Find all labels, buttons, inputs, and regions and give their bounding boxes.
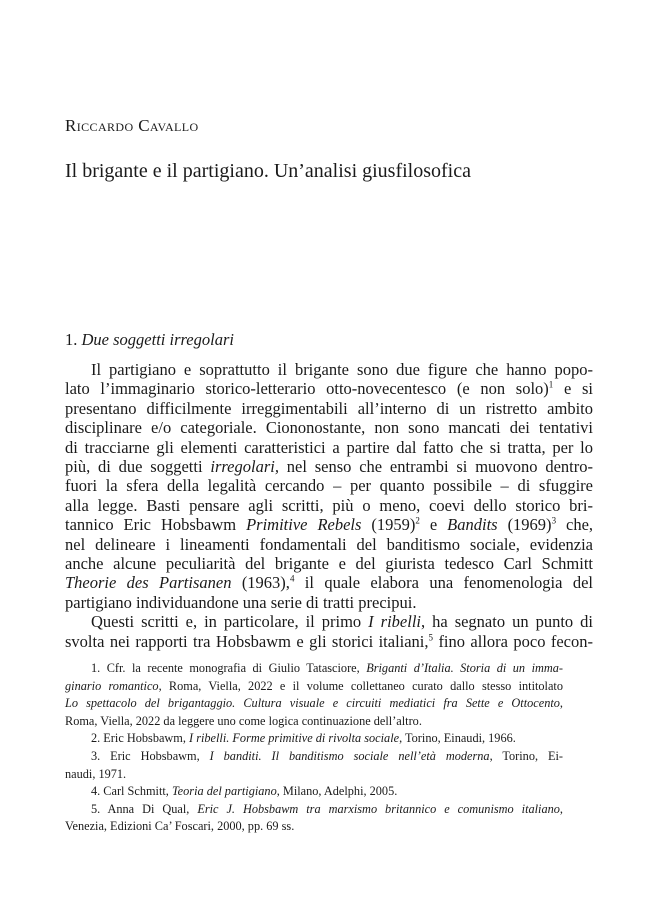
section-heading [65,330,234,350]
footnote-1: 1. Cfr. la recente monografia di Giulio Tatasciore, Briganti d’Italia. Storia di un imma- [91,661,563,675]
footnotes [65,660,563,836]
body-line: Theorie des Partisanen (1963),$^4$ il quale elabora una fenomenologia del [65,573,593,593]
body-text [65,360,593,651]
footnote-ref[interactable]: 2 [415,515,420,526]
section-title: Due soggetti irregolari [81,330,234,349]
body-line: anche alcune peculiarità del brigante e del giurista tedesco Carl Schmitt [65,554,593,574]
body-line: Il partigiano e soprattutto il brigante sono due figure che hanno popo- [91,360,593,379]
footnote-2: 2. Eric Hobsbawm, I ribelli. Forme primitive di rivolta sociale, Torino, Einaudi, 1966. [91,731,516,746]
body-line: svolta nei rapporti tra Hobsbawm e gli storici italiani,$^5$ fino allora poco fecon- [65,631,593,651]
footnote-3-cont: naudi, 1971. [65,766,127,781]
body-line: disciplinare e/o categoriale. Ciononostante, non sono mancati dei tentativi [65,418,593,438]
footnote-ref[interactable]: 1 [548,379,554,390]
body-line: di tracciarne gli elementi caratteristici a partire dal fatto che si tratta, per lo [65,437,593,457]
footnote-1-cont: ginario romantico, Roma, Viella, 2022 e il volume collettaneo curato dallo stesso intitolato [65,678,563,693]
author-name: Riccardo Cavallo [65,116,199,135]
footnote-ref[interactable]: 3 [551,515,557,526]
body-line: lato l’immaginario storico-letterario otto-novecentesco (e non solo)$^1$ e si [65,379,593,399]
section-number: 1. [65,330,78,349]
body-line: alla legge. Basti pensare agli scritti, più o meno, coevi dello storico bri- [65,495,593,515]
footnote-ref[interactable]: 5 [428,632,434,643]
body-line: tannico Eric Hobsbawm Primitive Rebels $(1959)^2$ e Bandits $(1969)^3$ che, [65,515,594,535]
footnote-4: 4. Carl Schmitt, Teoria del partigiano, Milano, Adelphi, 2005. [91,784,398,799]
footnote-3: 3. Eric Hobsbawm, I banditi. Il banditismo sociale nell’età moderna, Torino, Ei- [91,748,563,763]
body-line: fuori la sfera della legalità cercando – per quanto possibile – di sfuggire [65,476,593,496]
footnote-5: 5. Anna Di Qual, Eric J. Hobsbawm tra marxismo britannico e comunismo italiano, [91,801,563,816]
body-line: partigiano individuandone una serie di tratti precipui. [65,592,417,612]
body-line: nel delineare i lineamenti fondamentali del banditismo sociale, evidenzia [65,534,593,554]
footnote-1-cont: Lo spettacolo del brigantaggio. Cultura visuale e circuiti mediatici fra Sette e Ottocento, [65,696,563,711]
body-line: Questi scritti e, in particolare, il primo I ribelli, ha segnato un punto di [91,612,594,632]
footnote-5-cont: Venezia, Edizioni Ca’ Foscari, 2000, pp. 69 ss. [65,819,295,834]
body-line: presentano difficilmente irreggimentabili all’interno di un ristretto ambito [65,398,593,418]
footnote-ref[interactable]: 4 [289,573,295,584]
footnote-1-cont: Roma, Viella, 2022 da leggere uno come logica continuazione dell’altro. [65,713,422,728]
chapter-title: Il brigante e il partigiano. Un’analisi giusfilosofica [65,160,471,182]
body-line: più, di due soggetti irregolari, nel senso che entrambi si muovono dentro- [65,457,593,477]
